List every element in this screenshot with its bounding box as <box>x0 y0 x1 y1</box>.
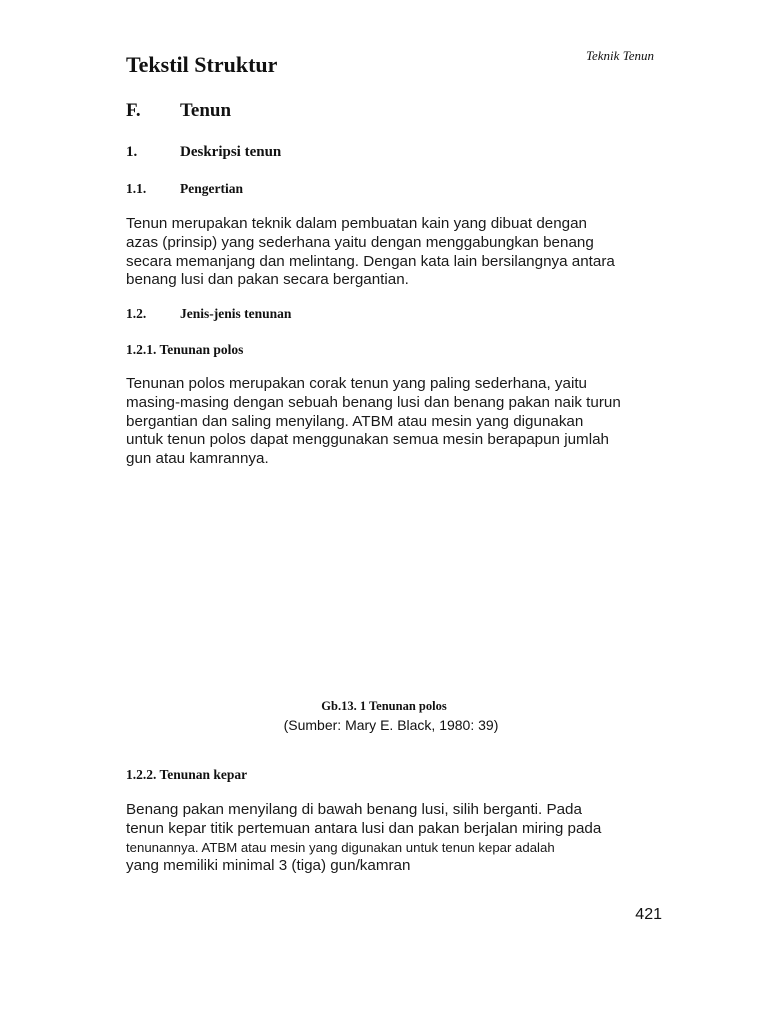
chapter-title: Tenun <box>180 100 232 121</box>
text-line: masing-masing dengan sebuah benang lusi dan benang pakan naik turun <box>126 393 621 411</box>
text-line: untuk tenun polos dapat menggunakan semua mesin berapapun jumlah <box>126 431 609 449</box>
subsection-number: 1.2. <box>126 306 147 321</box>
paragraph-tenunan-kepar <box>126 801 666 876</box>
chapter-heading <box>126 100 231 122</box>
subsection-title: Pengertian <box>180 181 243 196</box>
text-line: yang memiliki minimal 3 (tiga) gun/kamran <box>126 857 411 875</box>
text-line: gun atau kamrannya. <box>126 450 269 468</box>
section-title: Deskripsi tenun <box>180 144 282 160</box>
subsection-heading-jenis <box>126 306 291 322</box>
text-line: benang lusi dan pakan secara bergantian. <box>126 271 409 289</box>
figure-source: (Sumber: Mary E. Black, 1980: 39) <box>283 717 499 733</box>
subsection-heading-pengertian <box>126 181 243 197</box>
text-line: bergantian dan saling menyilang. ATBM atau mesin yang digunakan <box>126 412 584 430</box>
running-head: Teknik Tenun <box>585 48 654 63</box>
text-line: tenunannya. ATBM atau mesin yang digunakan untuk tenun kepar adalah <box>126 839 555 855</box>
figure-placeholder <box>126 480 666 680</box>
text-line: Benang pakan menyilang di bawah benang lusi, silih berganti. Pada <box>126 801 582 818</box>
subsection-number: 1.1. <box>126 181 147 196</box>
paragraph-pengertian <box>126 215 666 290</box>
page-number: 421 <box>635 906 662 923</box>
figure-caption: Gb.13. 1 Tenunan polos <box>321 699 447 713</box>
section-number: 1. <box>126 144 138 160</box>
chapter-number: F. <box>126 100 141 121</box>
text-line: secara memanjang dan melintang. Dengan kata lain bersilangnya antara <box>126 252 615 270</box>
subsection-title: Jenis-jenis tenunan <box>180 306 292 321</box>
text-line: azas (prinsip) yang sederhana yaitu dengan menggabungkan benang <box>126 233 594 251</box>
section-heading <box>126 144 281 161</box>
subsection-heading-tenunan-polos: 1.2.1. Tenunan polos <box>126 342 244 357</box>
text-line: tenun kepar titik pertemuan antara lusi dan pakan berjalan miring pada <box>126 819 602 837</box>
text-line: Tenun merupakan teknik dalam pembuatan kain yang dibuat dengan <box>126 215 588 232</box>
text-line: Tenunan polos merupakan corak tenun yang paling sederhana, yaitu <box>126 375 588 392</box>
subsection-heading-tenunan-kepar: 1.2.2. Tenunan kepar <box>126 767 248 782</box>
paragraph-tenunan-polos <box>126 375 666 469</box>
document-title: Tekstil Struktur <box>126 52 278 77</box>
